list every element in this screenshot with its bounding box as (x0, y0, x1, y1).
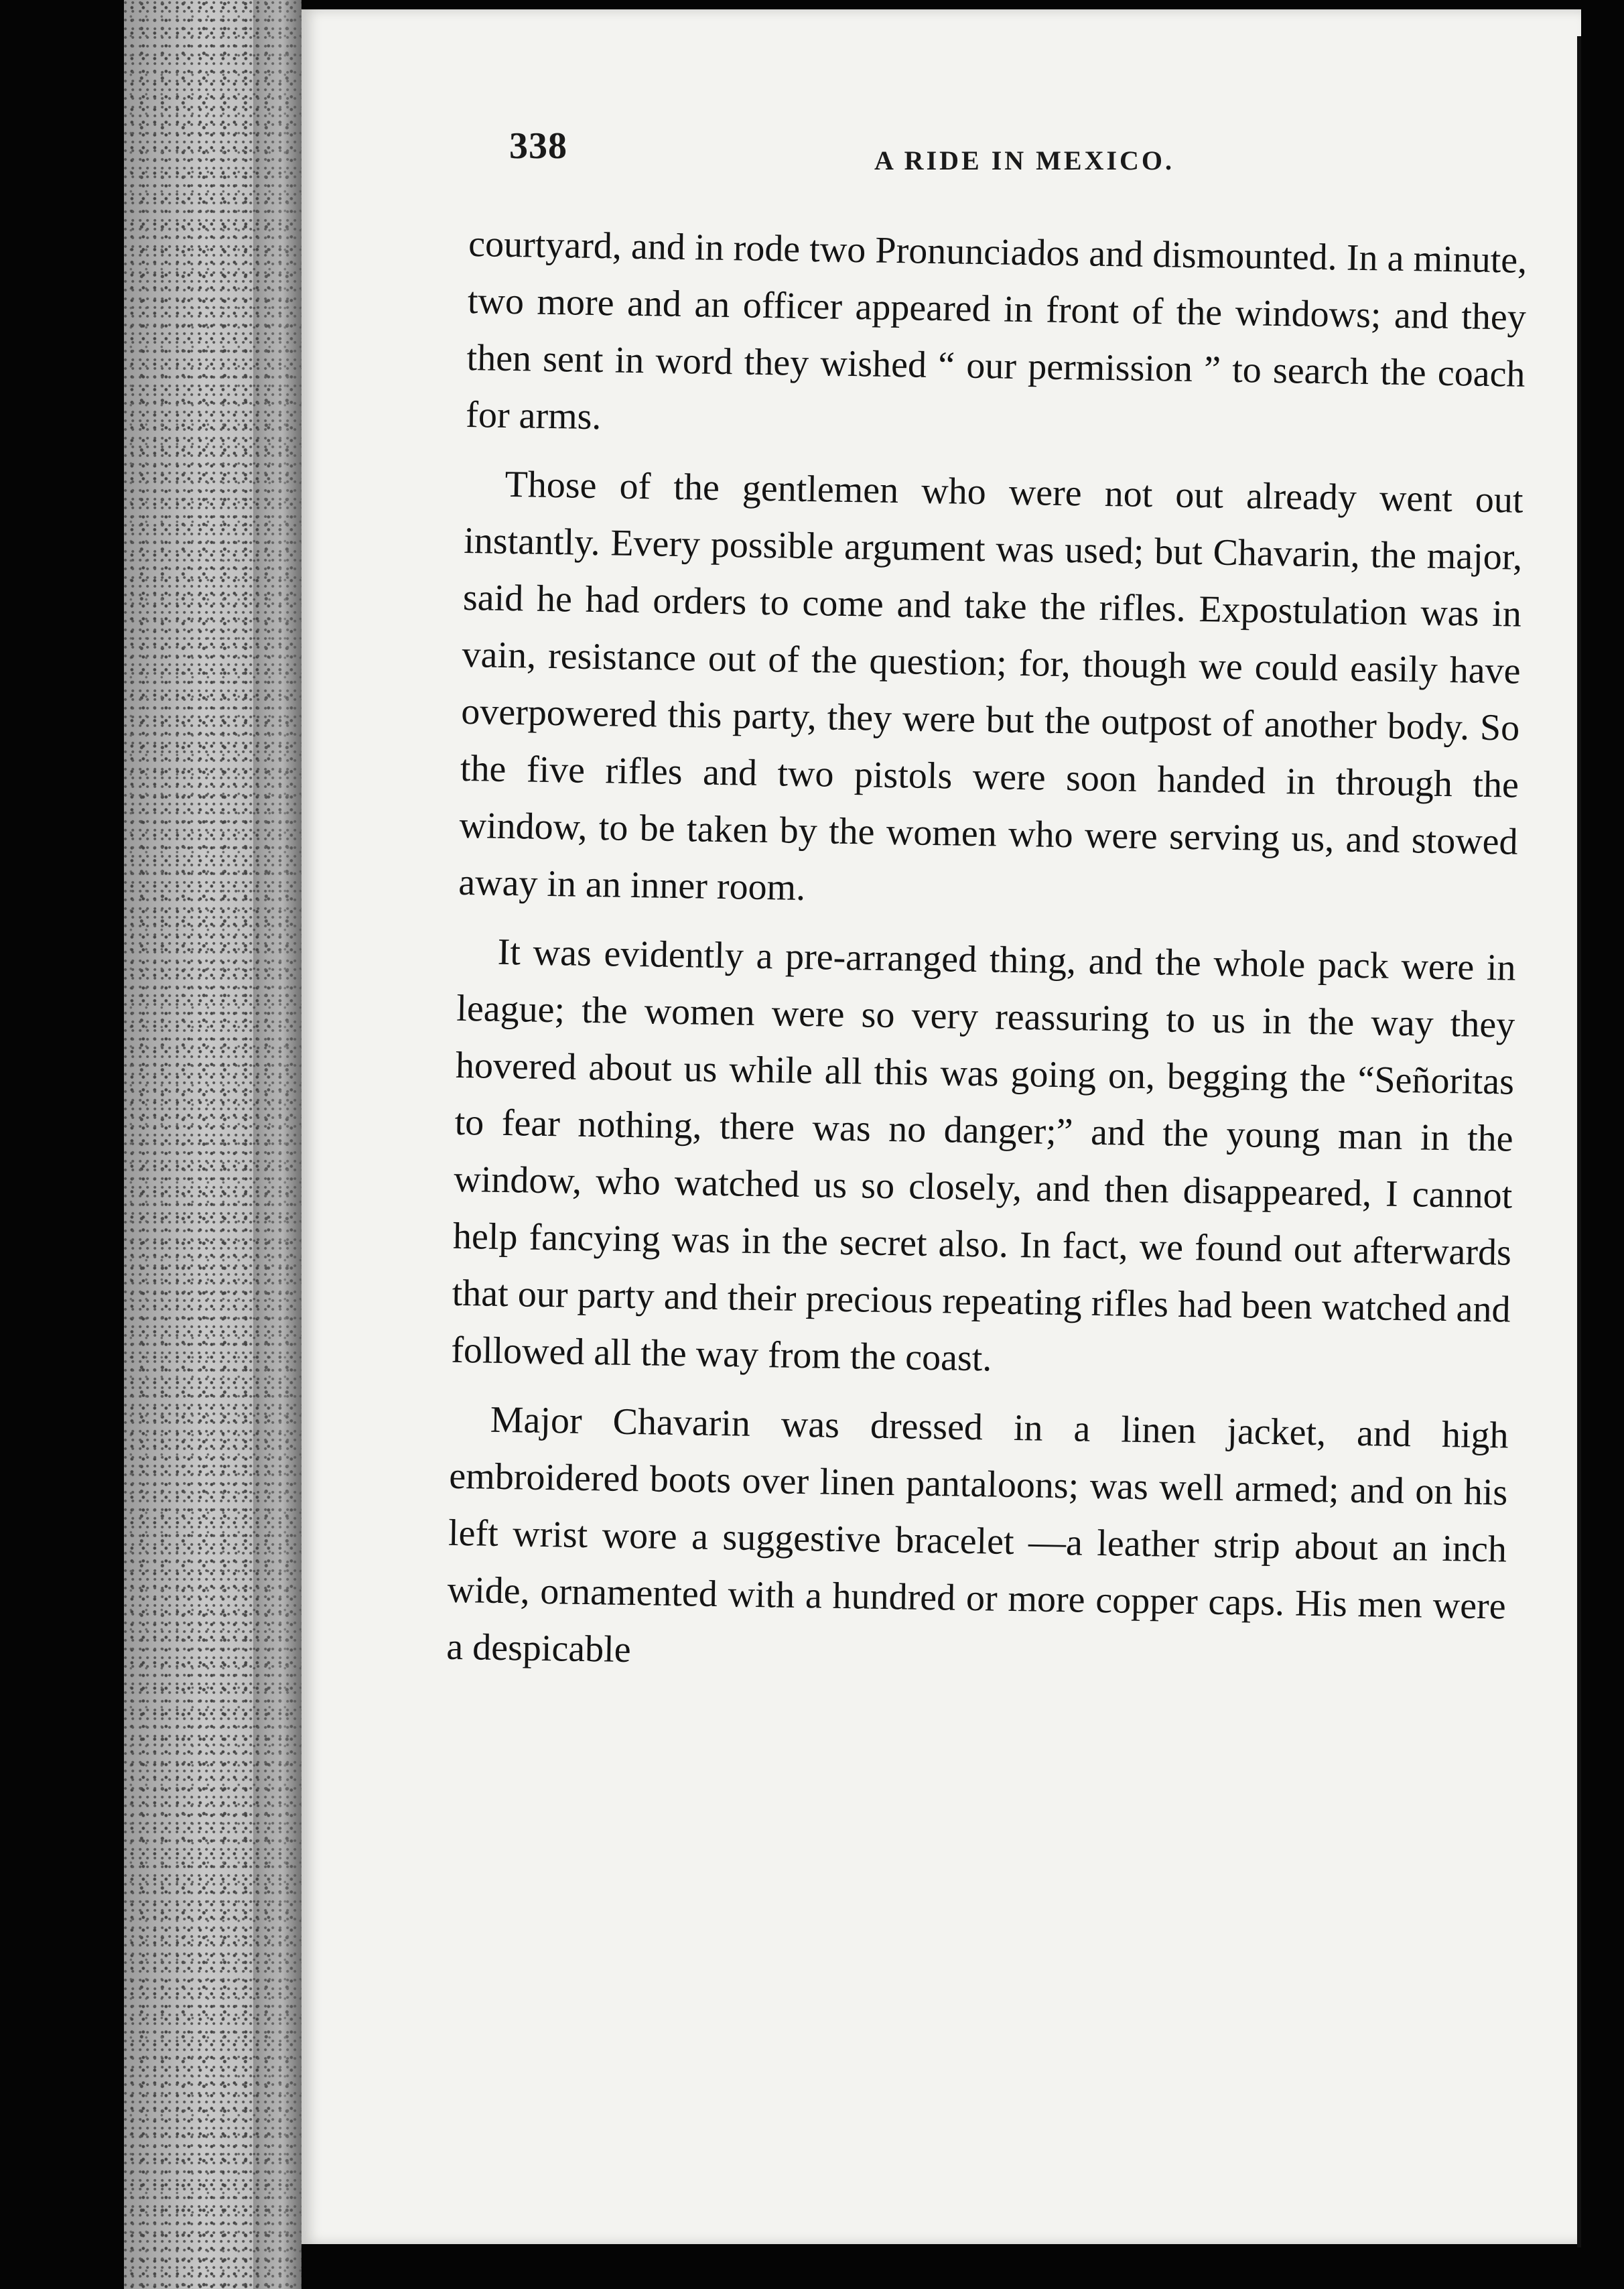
paragraph-2: Those of the gentlemen who were not out already went out instantly. Every possible argument was used; but Chavarin, the major, said he had orders to come and take the rifles. Expostulation was in vain, resistance out of the question; for, though we could easily have overpowered this party, they were but the outpost of another body. So the five rifles and two pistols were soon handed in through the window, to be taken by the women who were serving us, and stowed away in an inner room. (458, 463, 1524, 909)
page-border-line (1577, 36, 1581, 2247)
page-header (509, 121, 1246, 181)
running-head: A RIDE IN MEXICO. (874, 145, 1175, 176)
paragraph-4: Major Chavarin was dressed in a linen jacket, and high embroidered boots over linen pantaloons; was well armed; and on his left wrist wore a suggestive bracelet —a leather strip about an inch wide, ornamented with a hundred or more copper caps. His men were a despicable (446, 1398, 1509, 1671)
page-edge-fold (253, 0, 301, 2289)
body-text (446, 216, 1527, 1705)
paragraph-3: It was evidently a pre-arranged thing, and the whole pack were in league; the women were so very reassuring to us in the way they hovered about us while all this was going on, begging the “Señoritas to fear nothing, there was no danger;” and the young man in the window, who watched us so closely, and then disappeared, I cannot help fancying was in the secret also. In fact, we found out afterwards that our party and their precious repeating rifles had been watched and followed all the way from the coast. (450, 931, 1517, 1380)
paragraph-1: courtyard, and in rode two Pronunciados and dismounted. In a minute, two more and an officer appeared in front of the windows; and they then sent in word they wished “ our permission ” to search the coach for arms. (465, 222, 1528, 438)
page-number: 338 (509, 125, 567, 167)
